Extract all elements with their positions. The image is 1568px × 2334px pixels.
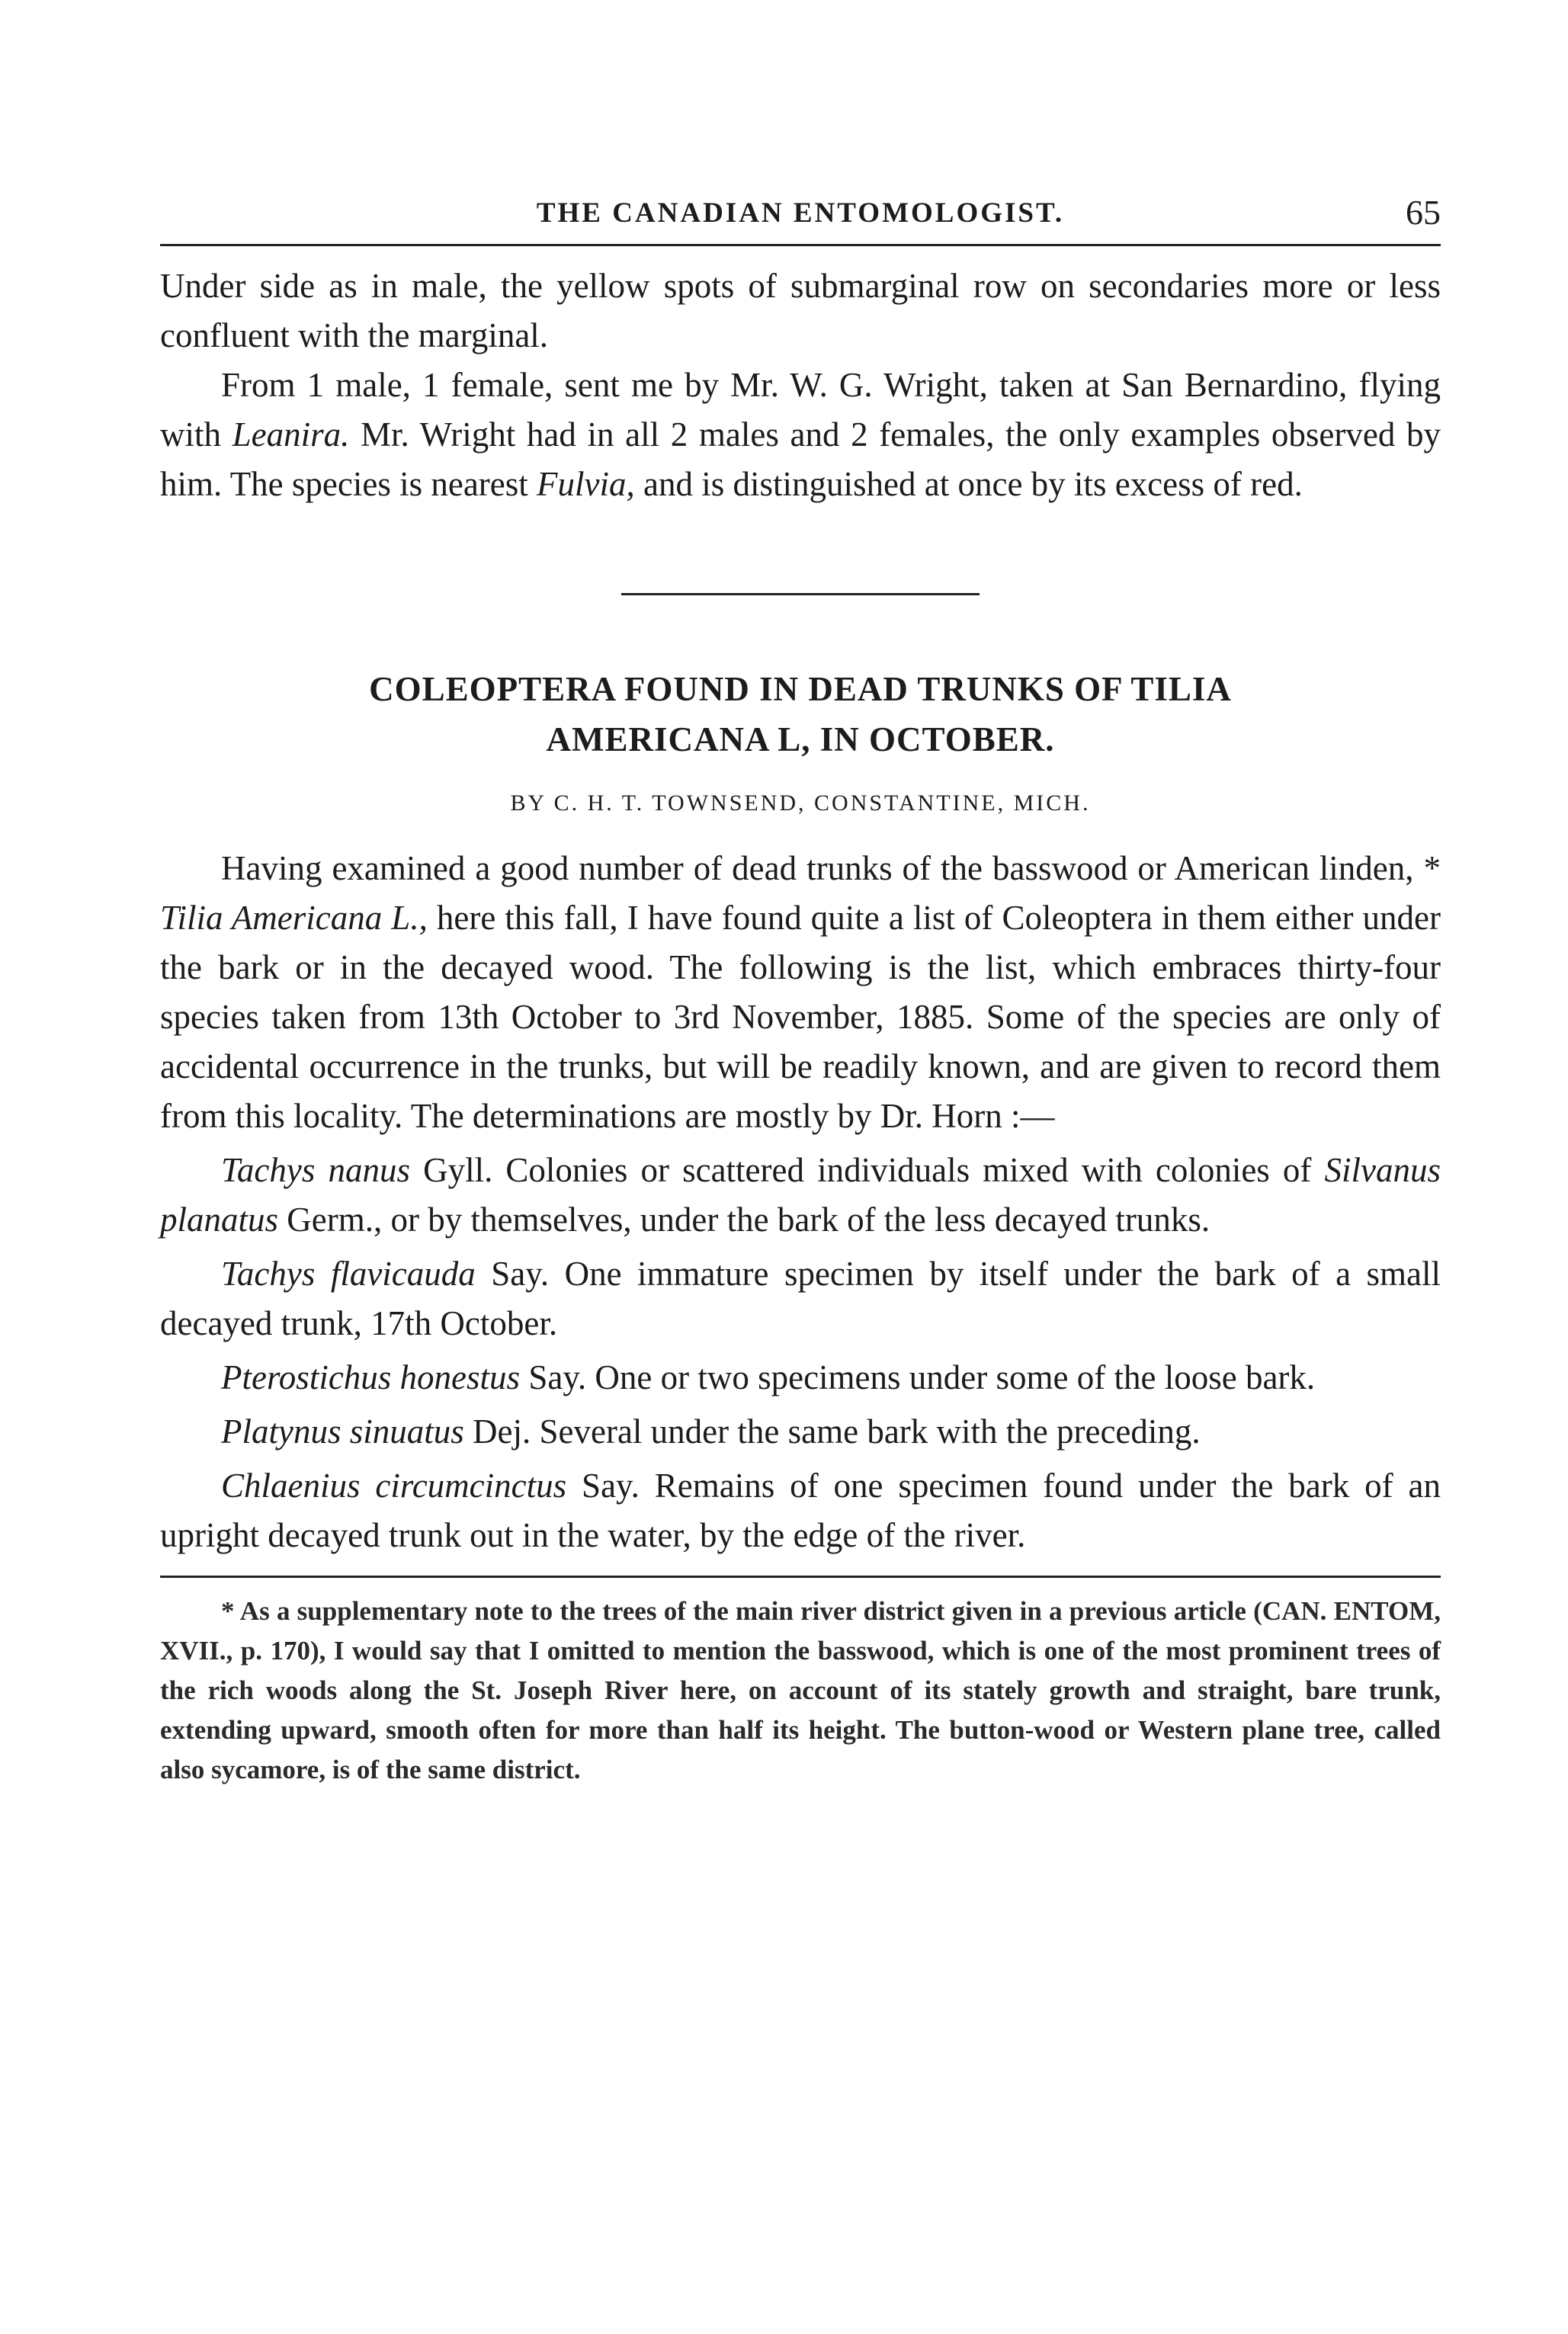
species-text: Gyll. Colonies or scattered individuals mixed with colonies of [409, 1151, 1325, 1189]
taxon-name: Fulvia, [537, 465, 635, 503]
continuation-text: From 1 male, 1 female, sent me by Mr. W. G. Wright, taken at San Bernardino, flying with [160, 366, 1441, 454]
species-name: Tachys flavicauda [221, 1255, 476, 1293]
page-number: 65 [1406, 193, 1441, 232]
species-name: Tachys nanus [221, 1151, 410, 1189]
species-text: Say. One immature specimen by itself under the bark of a small decayed trunk, 17th October. [160, 1255, 1441, 1342]
running-head [160, 175, 1441, 244]
continuation-text: and is distinguished at once by its excess of red. [634, 465, 1303, 503]
intro-text: here this fall, I have found quite a list of Coleoptera in them either under the bark or in the decayed wood. The following is the list, which embraces thirty-four species taken from 13th October to 3rd November, 1885. Some of the species are only of accidental occurrence in the trunks, but will be readily known, and are given to record them from this locality. The determinations are mostly by Dr. Horn :— [160, 899, 1441, 1135]
species-text: Germ., or by themselves, under the bark of the less decayed trunks. [278, 1201, 1210, 1239]
footnote [160, 1592, 1441, 1790]
article-title-line-1: COLEOPTERA FOUND IN DEAD TRUNKS OF TILIA [369, 670, 1232, 708]
running-title: THE CANADIAN ENTOMOLOGIST. [536, 197, 1065, 229]
taxon-name: Leanira. [232, 415, 350, 454]
intro-paragraph [160, 844, 1441, 1141]
continuation-text: Mr. Wright had in all 2 males and 2 females, the only examples observed by him. The species is nearest [160, 415, 1441, 503]
species-text: Say. Remains of one specimen found under the bark of an upright decayed trunk out in the water, by the edge of the river. [160, 1467, 1441, 1554]
article-byline: BY C. H. T. TOWNSEND, CONSTANTINE, MICH. [510, 790, 1091, 816]
species-text: Say. One or two specimens under some of the loose bark. [520, 1358, 1316, 1396]
species-name: Pterostichus honestus [221, 1358, 521, 1396]
continuation-paragraph-2 [160, 361, 1441, 509]
footnote-text: * As a supplementary note to the trees of the main river district given in a previous article (CAN. ENTOM, XVII., p. 170), I would say that I omitted to mention the basswood, which is one of the most prominent trees of the rich woods along the St. Joseph River here, on account of its stately growth and straight, bare trunk, extending upward, smooth often for more than half its height. The button-wood or Western plane tree, called also sycamore, is of the same district. [160, 1596, 1441, 1784]
continuation-paragraph-1 [160, 261, 1441, 361]
species-entry [160, 1249, 1441, 1348]
species-name: Silvanus planatus [160, 1151, 1441, 1239]
continuation-text: Under side as in male, the yellow spots of submarginal row on secondaries more or less confluent with the marginal. [160, 267, 1441, 354]
article-title-line-2: AMERICANA L, IN OCTOBER. [546, 720, 1055, 758]
species-entry [160, 1461, 1441, 1560]
header-rule [160, 244, 1441, 246]
species-entry [160, 1146, 1441, 1245]
article-title [160, 664, 1441, 765]
section-separator [621, 593, 980, 595]
taxon-name: Tilia Americana L., [160, 899, 428, 937]
footnote-rule [160, 1576, 1441, 1578]
species-entry [160, 1353, 1441, 1403]
intro-text: Having examined a good number of dead trunks of the basswood or American linden, * [221, 849, 1441, 887]
species-entry [160, 1407, 1441, 1457]
document-page [160, 175, 1441, 1790]
species-name: Chlaenius circumcinctus [221, 1467, 567, 1505]
species-name: Platynus sinuatus [221, 1412, 464, 1451]
species-text: Dej. Several under the same bark with the preceding. [463, 1412, 1201, 1451]
